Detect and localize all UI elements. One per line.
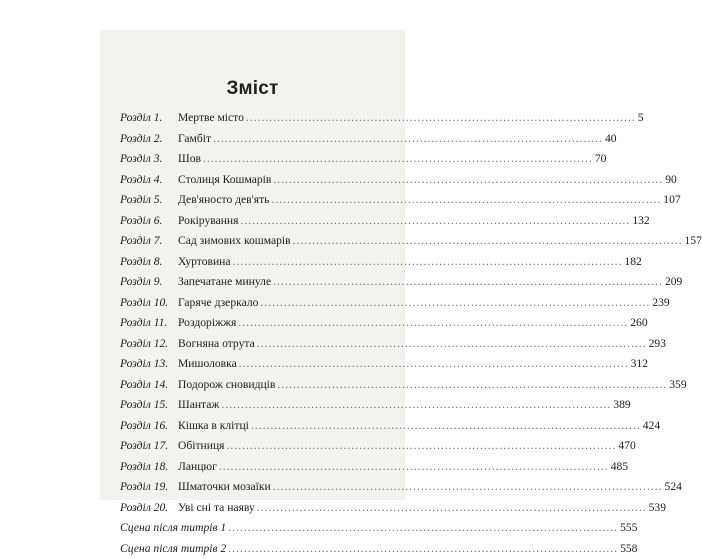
dot-leader [257,501,647,514]
chapter-label: Розділ 6. [120,214,178,227]
chapter-label: Розділ 14. [120,378,178,391]
chapter-label: Розділ 4. [120,173,178,186]
chapter-title: Сад зимових кошмарів [178,234,291,247]
toc-row [120,477,370,498]
toc-row [120,354,370,375]
dot-leader [271,193,661,206]
chapter-title: Подорож сновидців [178,378,275,391]
dot-leader [293,234,683,247]
chapter-title: Столиця Кошмарів [178,173,271,186]
dot-leader [251,419,641,432]
page-number: 558 [620,542,637,555]
toc-row-extra [120,518,370,539]
chapter-label: Розділ 5. [120,193,178,206]
toc-row [120,149,370,170]
toc-row-extra [120,539,370,559]
toc-row [120,416,370,437]
chapter-title: Роздоріжжя [178,316,236,329]
dot-leader [246,111,636,124]
page-title: Зміст [100,78,405,100]
chapter-label: Розділ 18. [120,460,178,473]
toc-row [120,436,370,457]
page-number: 293 [649,337,666,350]
dot-leader [277,378,667,391]
toc-row [120,293,370,314]
toc-row [120,211,370,232]
toc-row [120,231,370,252]
page-number: 470 [618,439,635,452]
dot-leader [239,357,629,370]
chapter-title: Мертве місто [178,111,244,124]
chapter-title: Хуртовина [178,255,231,268]
chapter-title: Обітниця [178,439,225,452]
dot-leader [260,296,650,309]
page-number: 182 [624,255,641,268]
chapter-label: Розділ 2. [120,132,178,145]
dot-leader [273,275,663,288]
page-number: 239 [652,296,669,309]
chapter-title: Шматочки мозаїки [178,480,271,493]
chapter-title: Мишоловка [178,357,237,370]
page-number: 90 [665,173,677,186]
page-number: 70 [595,152,607,165]
page-number: 132 [632,214,649,227]
chapter-label: Розділ 13. [120,357,178,370]
dot-leader [273,480,663,493]
chapter-title: Уві сні та наяву [178,501,255,514]
page-number: 107 [663,193,680,206]
dot-leader [219,460,609,473]
chapter-label: Розділ 16. [120,419,178,432]
chapter-label: Розділ 10. [120,296,178,309]
page-number: 209 [665,275,682,288]
page-number: 539 [649,501,666,514]
toc-row [120,252,370,273]
toc-row [120,375,370,396]
chapter-title: Дев'яносто дев'ять [178,193,269,206]
chapter-label: Розділ 19. [120,480,178,493]
toc-row [120,395,370,416]
chapter-title: Гаряче дзеркало [178,296,258,309]
chapter-title: Гамбіт [178,132,211,145]
page-number: 157 [684,234,701,247]
book-page [100,30,405,500]
toc-row [120,498,370,519]
chapter-label: Розділ 11. [120,316,178,329]
dot-leader [238,316,628,329]
toc-row [120,129,370,150]
chapter-title: Ланцюг [178,460,217,473]
chapter-label: Розділ 17. [120,439,178,452]
page-number: 312 [631,357,648,370]
dot-leader [240,214,630,227]
chapter-title: Шов [178,152,201,165]
dot-leader [203,152,593,165]
toc-row [120,334,370,355]
chapter-title: Рокірування [178,214,238,227]
chapter-label: Розділ 20. [120,501,178,514]
chapter-label: Розділ 12. [120,337,178,350]
extra-label: Сцена після титрів 2 [120,542,226,555]
page-number: 5 [638,111,644,124]
dot-leader [228,521,618,534]
dot-leader [213,132,603,145]
page-number: 524 [665,480,682,493]
chapter-title: Вогняна отрута [178,337,255,350]
toc-row [120,190,370,211]
dot-leader [227,439,617,452]
dot-leader [228,542,618,555]
table-of-contents [120,108,370,559]
chapter-label: Розділ 3. [120,152,178,165]
extra-label: Сцена після титрів 1 [120,521,226,534]
chapter-title: Запечатане минуле [178,275,271,288]
toc-row [120,108,370,129]
dot-leader [257,337,647,350]
chapter-title: Шантаж [178,398,219,411]
dot-leader [221,398,611,411]
page-number: 389 [613,398,630,411]
toc-row [120,457,370,478]
chapter-label: Розділ 9. [120,275,178,288]
page-number: 260 [630,316,647,329]
chapter-title: Кішка в клітці [178,419,249,432]
page-number: 424 [643,419,660,432]
page-number: 555 [620,521,637,534]
chapter-label: Розділ 7. [120,234,178,247]
page-number: 40 [605,132,617,145]
page-number: 359 [669,378,686,391]
page-number: 485 [611,460,628,473]
toc-row [120,313,370,334]
chapter-label: Розділ 15. [120,398,178,411]
dot-leader [273,173,663,186]
toc-row [120,272,370,293]
chapter-label: Розділ 8. [120,255,178,268]
toc-row [120,170,370,191]
dot-leader [233,255,623,268]
chapter-label: Розділ 1. [120,111,178,124]
